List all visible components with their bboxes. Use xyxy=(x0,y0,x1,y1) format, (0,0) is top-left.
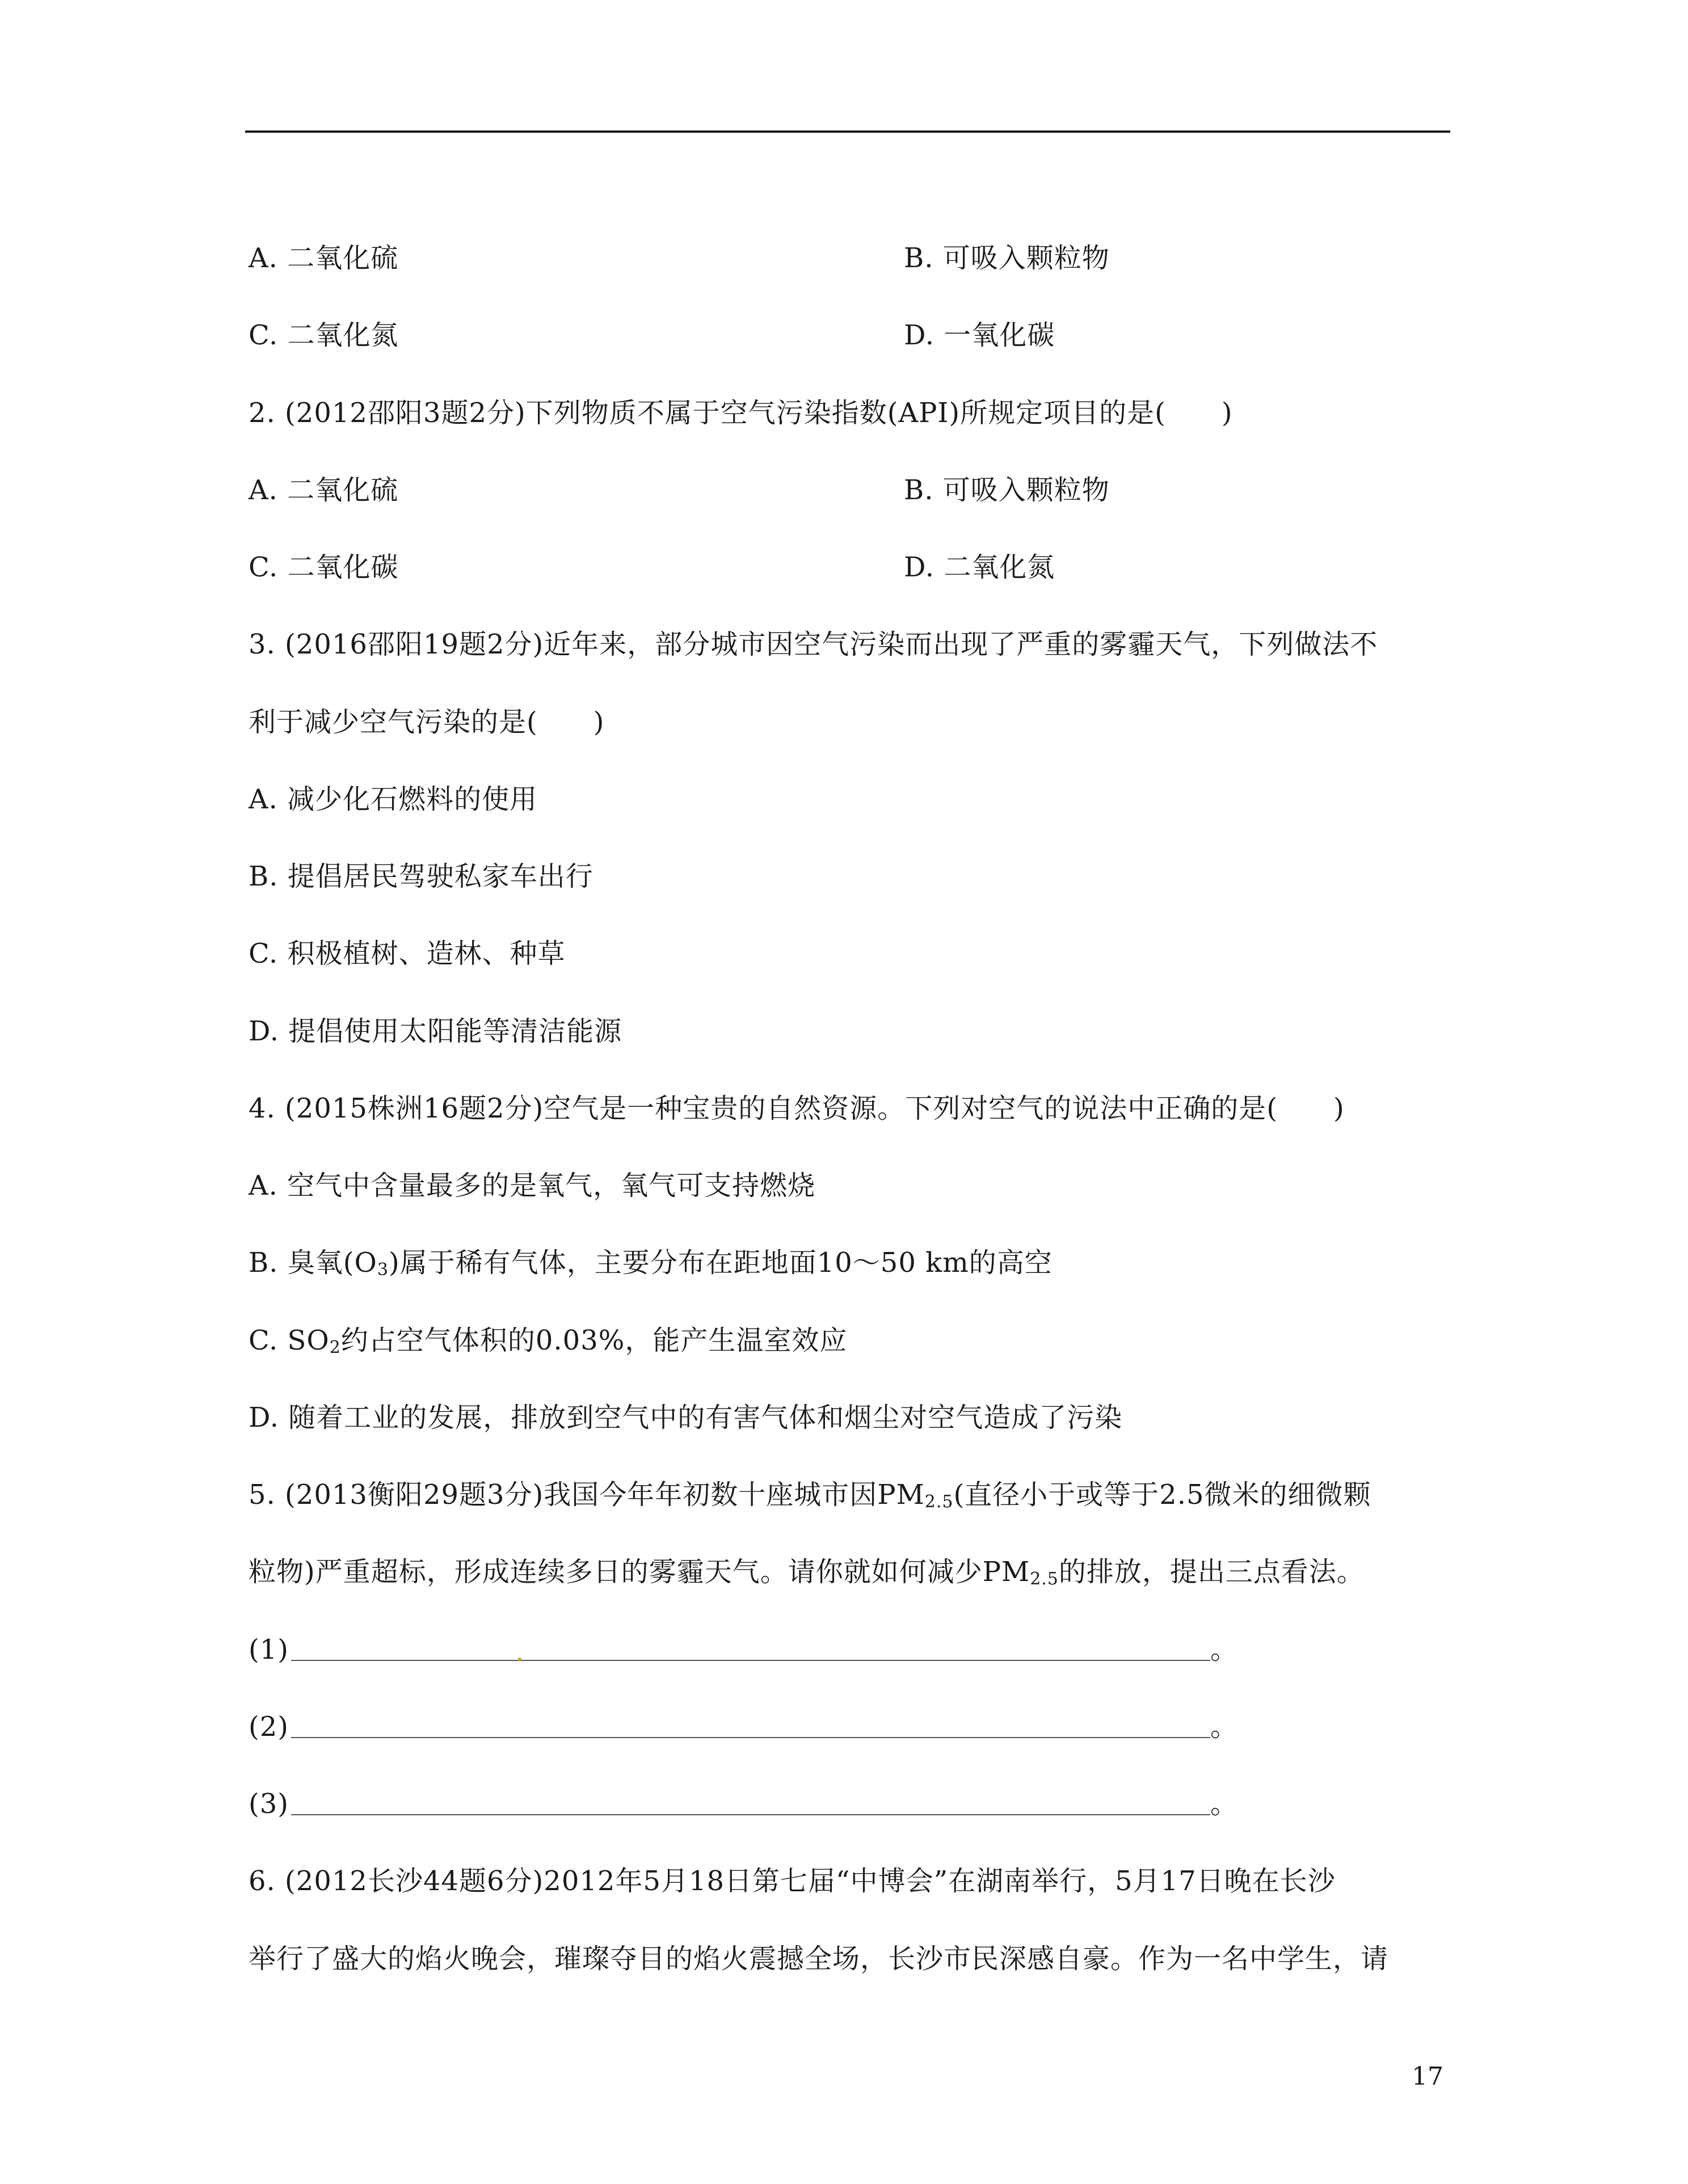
q4-option-d: D. 随着工业的发展，排放到空气中的有害气体和烟尘对空气造成了污染 xyxy=(249,1402,1123,1433)
q2-option-d: D. 二氧化氮 xyxy=(904,551,1055,583)
q5-blank-1-label: (1) xyxy=(249,1634,289,1666)
q1-option-row-1 xyxy=(249,241,1110,275)
q2-option-row-2 xyxy=(249,550,1055,584)
q4-option-a: A. 空气中含量最多的是氧气，氧气可支持燃烧 xyxy=(249,1170,816,1201)
q5-answer-blank-2[interactable] xyxy=(291,1714,1210,1738)
q5-stem-line-2: 粒物)严重超标，形成连续多日的雾霾天气。请你就如何减少$PM_{2.5}$的排放，提出三点看法。 xyxy=(249,1556,1365,1589)
q5-answer-blank-3[interactable] xyxy=(291,1791,1210,1815)
q6-stem-line-2: 举行了盛大的焰火晚会，璀璨夺目的焰火震撼全场，长沙市民深感自豪。作为一名中学生，请 xyxy=(249,1943,1389,1975)
q4-option-b: B. 臭氧$(O_3)$属于稀有气体，主要分布在距地面10～50 km的高空 xyxy=(249,1247,1053,1280)
q4-stem: 4. (2015株洲16题2分)空气是一种宝贵的自然资源。下列对空气的说法中正确的是( ) xyxy=(249,1093,1345,1124)
q5-answer-blank-1[interactable] xyxy=(291,1637,1210,1661)
q2-option-b: B. 可吸入颗粒物 xyxy=(904,474,1110,506)
q3-stem-line-2: 利于减少空气污染的是( ) xyxy=(249,706,605,738)
header-rule xyxy=(245,130,1450,133)
q3-option-a: A. 减少化石燃料的使用 xyxy=(249,783,538,815)
q1-option-c: C. 二氧化氮 xyxy=(249,319,399,351)
q1-option-b: B. 可吸入颗粒物 xyxy=(904,242,1110,274)
q5-blank-2-label: (2) xyxy=(249,1711,289,1743)
stray-mark xyxy=(518,1658,521,1661)
q1-option-d: D. 一氧化碳 xyxy=(904,319,1055,351)
q2-stem: 2. (2012邵阳3题2分)下列物质不属于空气污染指数(API)所规定项目的是( ) xyxy=(249,397,1233,429)
q5-stem-line-1: 5. (2013衡阳29题3分)我国今年年初数十座城市因$PM_{2.5}$(直径小于或等于2.5微米的细微颗 xyxy=(249,1479,1371,1512)
q5-answer-line-2: (2) 。 xyxy=(249,1711,1239,1743)
q1-option-row-2 xyxy=(249,318,1055,352)
q6-stem-line-1: 6. (2012长沙44题6分)2012年5月18日第七届“中博会”在湖南举行，5月17日晚在长沙 xyxy=(249,1865,1336,1897)
page-number: 17 xyxy=(1412,2062,1443,2091)
q3-stem-line-1: 3. (2016邵阳19题2分)近年来，部分城市因空气污染而出现了严重的雾霾天气，下列做法不 xyxy=(249,629,1378,660)
q4-option-c: C. $SO_2$约占空气体积的0.03%，能产生温室效应 xyxy=(249,1325,848,1357)
q5-answer-line-1: (1) 。 xyxy=(249,1634,1239,1666)
q2-option-row-1 xyxy=(249,473,1110,507)
q3-option-c: C. 积极植树、造林、种草 xyxy=(249,938,566,969)
q5-blank-3-label: (3) xyxy=(249,1788,289,1820)
q1-option-a: A. 二氧化硫 xyxy=(249,242,399,274)
q3-option-b: B. 提倡居民驾驶私家车出行 xyxy=(249,861,593,892)
q2-option-a: A. 二氧化硫 xyxy=(249,474,399,506)
q3-option-d: D. 提倡使用太阳能等清洁能源 xyxy=(249,1015,622,1047)
q5-answer-line-3: (3) 。 xyxy=(249,1788,1239,1820)
q2-option-c: C. 二氧化碳 xyxy=(249,551,399,583)
